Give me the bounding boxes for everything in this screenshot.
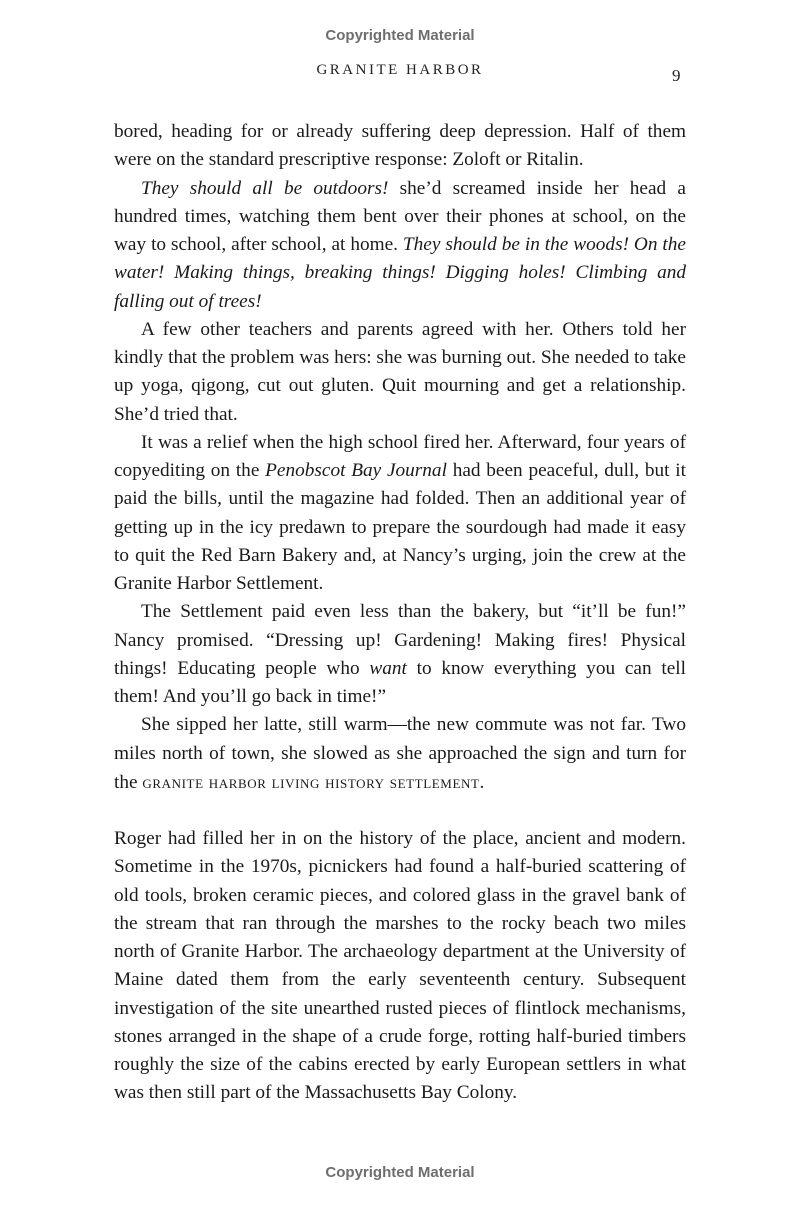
page-number: 9: [672, 66, 681, 85]
paragraph-6-text-1: She sipped her latte, still warm—the new commute was not far. Two miles north of town, she slowed as she approached the sign and turn for the: [114, 714, 686, 793]
paragraph-1-text: bored, heading for or already suffering deep depression. Half of them were on the standard prescriptive response: Zoloft or Ritalin.: [114, 121, 686, 171]
paragraph-5-italic: want: [369, 657, 407, 679]
copyright-notice-bottom: Copyrighted Material: [325, 1164, 475, 1181]
paragraph-5-text-1: The Settlement paid even less than the bakery, but “it’ll be fun!” Nancy promised. “Dressing up! Gardening! Making fires! Physical things! Educating people who: [114, 601, 686, 679]
paragraph-2-italic-1: They should all be outdoors!: [141, 177, 389, 199]
paragraph-4-italic: Penobscot Bay Journal: [265, 460, 447, 481]
running-head: GRANITE HARBOR: [316, 62, 484, 78]
paragraph-2: [114, 175, 686, 316]
paragraph-3-text: A few other teachers and parents agreed with her. Others told her kindly that the problem was hers: she was burning out. She needed to take up yoga, qigong, cut out gluten. Quit mourning and get a relationship. She’d tried that.: [114, 318, 686, 425]
paragraph-2-text: she’d screamed inside her head a hundred times, watching them bent over their phones at school, on the way to school, after school, at home.: [114, 177, 686, 255]
paragraph-5-text-2: to know everything you can tell them! And you’ll go back in time!”: [114, 657, 686, 707]
body-text: [114, 118, 686, 1108]
paragraph-4-text-1: It was a relief when the high school fired her. Afterward, four years of copyediting on the: [114, 431, 686, 481]
paragraph-7-text: Roger had filled her in on the history of the place, ancient and modern. Sometime in the 1970s, picnickers had found a half-buried scattering of old tools, broken ceramic pieces, and colored glass in the gravel bank of the stream that ran through the marshes to the rocky beach two miles north of Granite Harbor. The archaeology department at the University of Maine dated them from the early seventeenth century. Subsequent investigation of the site unearthed rusted pieces of flintlock mechanisms, stones arranged in the shape of a crude forge, rotting half-buried timbers roughly the size of the cabins erected by early European settlers in what was then still part of the Massachusetts Bay Colony.: [114, 828, 686, 1104]
paragraph-3: [114, 316, 686, 429]
paragraph-4-text-2: had been peaceful, dull, but it paid the bills, until the magazine had folded. Then an additional year of getting up in the icy predawn to prepare the sourdough had made it easy to quit the Red Barn Bakery and, at Nancy’s urging, join the crew at the Granite Harbor Settlement.: [114, 460, 686, 594]
paragraph-6-text-2: .: [479, 771, 485, 793]
paragraph-4: [114, 429, 686, 599]
paragraph-5: [114, 598, 686, 711]
copyright-notice-top: Copyrighted Material: [325, 27, 475, 44]
paragraph-1: [114, 118, 686, 175]
paragraph-2-italic-2: They should be in the woods! On the water! Making things, breaking things! Digging holes! Climbing and falling out of trees!: [114, 234, 686, 312]
paragraph-6: [114, 711, 686, 797]
paragraph-6-smallcaps: granite harbor living history settlement: [142, 771, 480, 792]
paragraph-7: [114, 825, 686, 1108]
